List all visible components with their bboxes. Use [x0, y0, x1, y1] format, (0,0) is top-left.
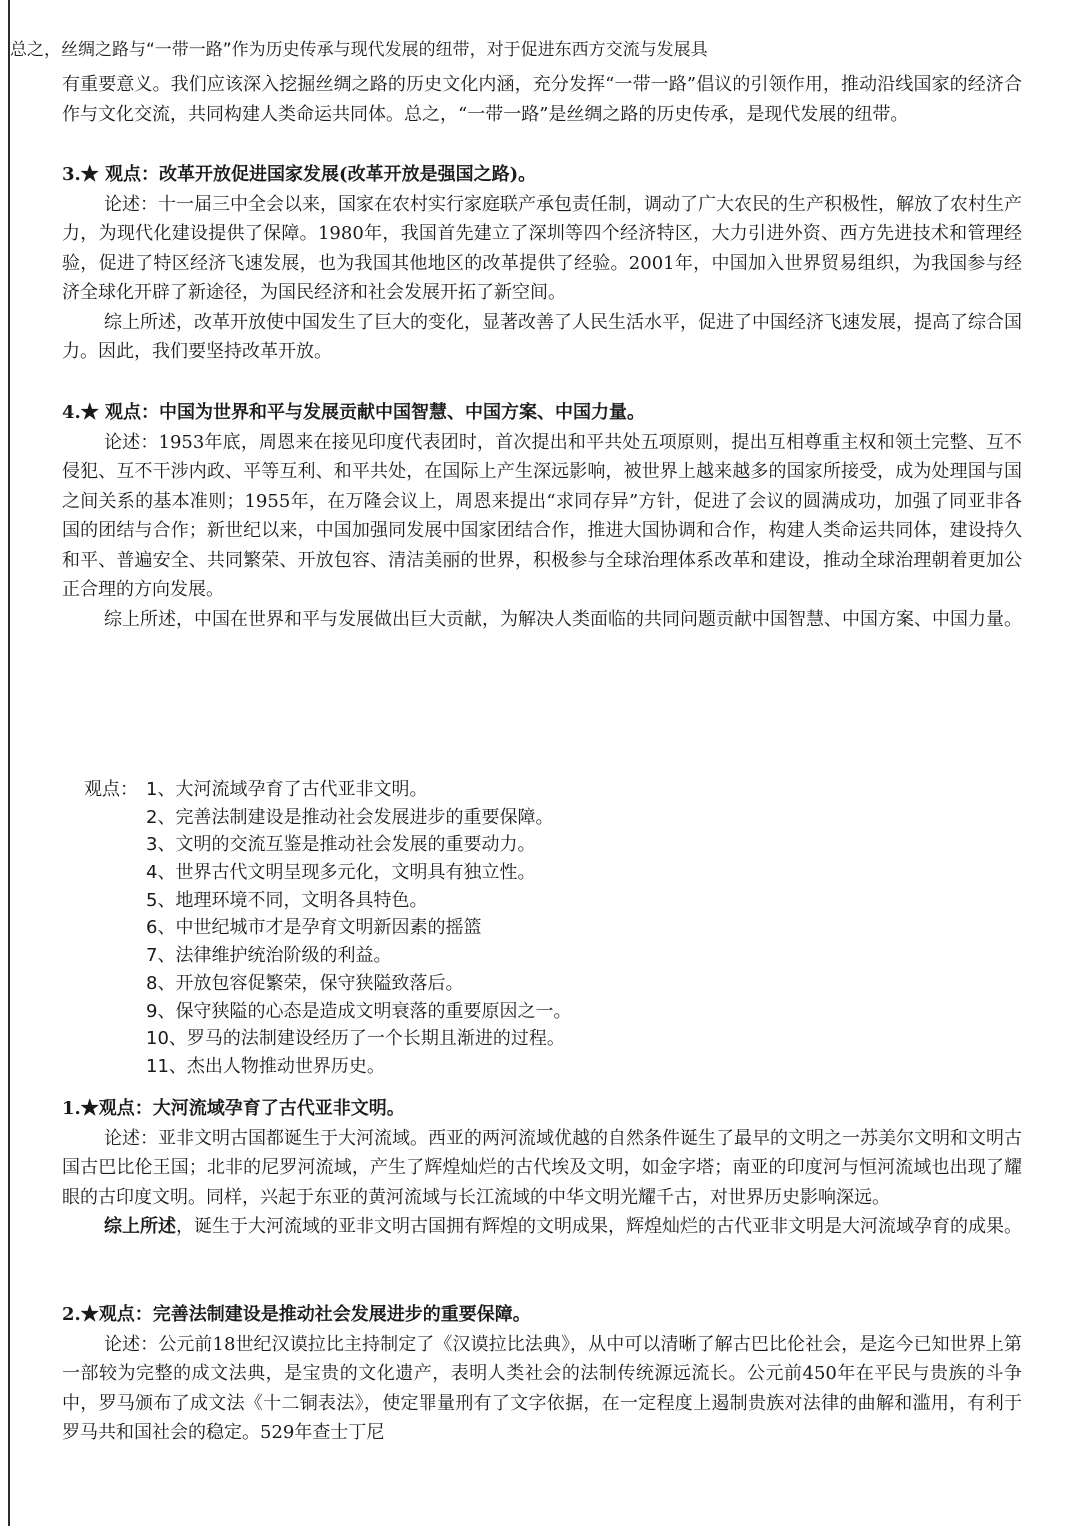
section-4	[62, 398, 1022, 634]
section-3-heading: 3.★ 观点：改革开放促进国家发展(改革开放是强国之路)。	[62, 164, 537, 185]
section-3-body: 论述：十一届三中全会以来，国家在农村实行家庭联产承包责任制，调动了广大农民的生产积极性，解放了农村生产力，为现代化建设提供了保障。1980年，我国首先建立了深圳等四个经济特区，大力引进外资、西方先进技术和管理经验，促进了特区经济飞速发展，也为我国其他地区的改革提供了经验。2001年，中国加入世界贸易组织，为我国参与经济全球化开辟了新途径，为国民经济和社会发展开拓了新空间。	[62, 193, 1022, 303]
view-item: 9、保守狭隘的心态是造成文明衰落的重要原因之一。	[146, 1000, 572, 1022]
view-item: 11、杰出人物推动世界历史。	[146, 1055, 385, 1077]
view-item: 5、地理环境不同，文明各具特色。	[146, 889, 428, 911]
section-3	[62, 160, 1022, 367]
section-b1-body: 论述：亚非文明古国都诞生于大河流域。西亚的两河流域优越的自然条件诞生了最早的文明之一苏美尔文明和文明古国古巴比伦王国；北非的尼罗河流域，产生了辉煌灿烂的古代埃及文明，如金字塔；南亚的印度河与恒河流域也出现了耀眼的古印度文明。同样，兴起于东亚的黄河流域与长江流域的中华文明光耀千古，对世界历史影响深远。	[62, 1127, 1022, 1208]
view-item: 2、完善法制建设是推动社会发展进步的重要保障。	[146, 806, 554, 828]
conclusion-rest: ，诞生于大河流域的亚非文明古国拥有辉煌的文明成果，辉煌灿烂的古代亚非文明是大河流域孕育的成果。	[176, 1216, 1022, 1237]
section-b2-body: 论述：公元前18世纪汉谟拉比主持制定了《汉谟拉比法典》，从中可以清晰了解古巴比伦社会，是迄今已知世界上第一部较为完整的成文法典，是宝贵的文化遗产，表明人类社会的法制传统源远流长。公元前450年在平民与贵族的斗争中，罗马颁布了成文法《十二铜表法》，使定罪量刑有了文字依据，在一定程度上遏制贵族对法律的曲解和滥用，有利于罗马共和国社会的稳定。529年查士丁尼	[62, 1333, 1022, 1443]
intro-paragraph	[62, 70, 1022, 129]
section-3-conclusion: 综上所述，改革开放使中国发生了巨大的变化，显著改善了人民生活水平，促进了中国经济飞速发展，提高了综合国力。因此，我们要坚持改革开放。	[62, 311, 1022, 362]
view-item: 4、世界古代文明呈现多元化，文明具有独立性。	[146, 862, 536, 884]
view-item: 6、中世纪城市才是孕育文明新因素的摇篮	[146, 917, 482, 939]
section-4-heading: 4.★ 观点：中国为世界和平与发展贡献中国智慧、中国方案、中国力量。	[62, 402, 646, 423]
section-b2	[62, 1300, 1022, 1448]
left-border-line	[8, 0, 10, 1526]
conclusion-lead: 综上所述	[104, 1216, 176, 1237]
view-item: 10、罗马的法制建设经历了一个长期且渐进的过程。	[146, 1028, 565, 1050]
views-label: 观点：	[84, 779, 138, 800]
section-b1	[62, 1094, 1022, 1242]
section-b1-conclusion	[62, 1212, 1022, 1242]
section-b2-heading: 2.★观点：完善法制建设是推动社会发展进步的重要保障。	[62, 1304, 531, 1325]
view-item: 8、开放包容促繁荣，保守狭隘致落后。	[146, 972, 464, 994]
continued-first-line: 总之，丝绸之路与“一带一路”作为历史传承与现代发展的纽带，对于促进东西方交流与发展具	[10, 40, 708, 60]
views-list	[84, 776, 571, 1081]
view-item: 7、法律维护统治阶级的利益。	[146, 945, 392, 967]
view-item: 1、大河流域孕育了古代亚非文明。	[146, 779, 428, 800]
view-item: 3、文明的交流互鉴是推动社会发展的重要动力。	[146, 834, 536, 856]
intro-text: 有重要意义。我们应该深入挖掘丝绸之路的历史文化内涵，充分发挥“一带一路”倡议的引领作用，推动沿线国家的经济合作与文化交流，共同构建人类命运共同体。总之，“一带一路”是丝绸之路的历史传承，是现代发展的纽带。	[62, 74, 1022, 125]
section-4-body: 论述：1953年底，周恩来在接见印度代表团时，首次提出和平共处五项原则，提出互相尊重主权和领土完整、互不侵犯、互不干涉内政、平等互利、和平共处，在国际上产生深远影响，被世界上越来越多的国家所接受，成为处理国与国之间关系的基本准则；1955年，在万隆会议上，周恩来提出“求同存异”方针，促进了会议的圆满成功，加强了同亚非各国的团结与合作；新世纪以来，中国加强同发展中国家团结合作，推进大国协调和合作，构建人类命运共同体，建设持久和平、普遍安全、共同繁荣、开放包容、清洁美丽的世界，积极参与全球治理体系改革和建设，推动全球治理朝着更加公正合理的方向发展。	[62, 431, 1022, 600]
section-4-conclusion: 综上所述，中国在世界和平与发展做出巨大贡献，为解决人类面临的共同问题贡献中国智慧、中国方案、中国力量。	[104, 608, 1022, 630]
section-b1-heading: 1.★观点：大河流域孕育了古代亚非文明。	[62, 1098, 405, 1119]
